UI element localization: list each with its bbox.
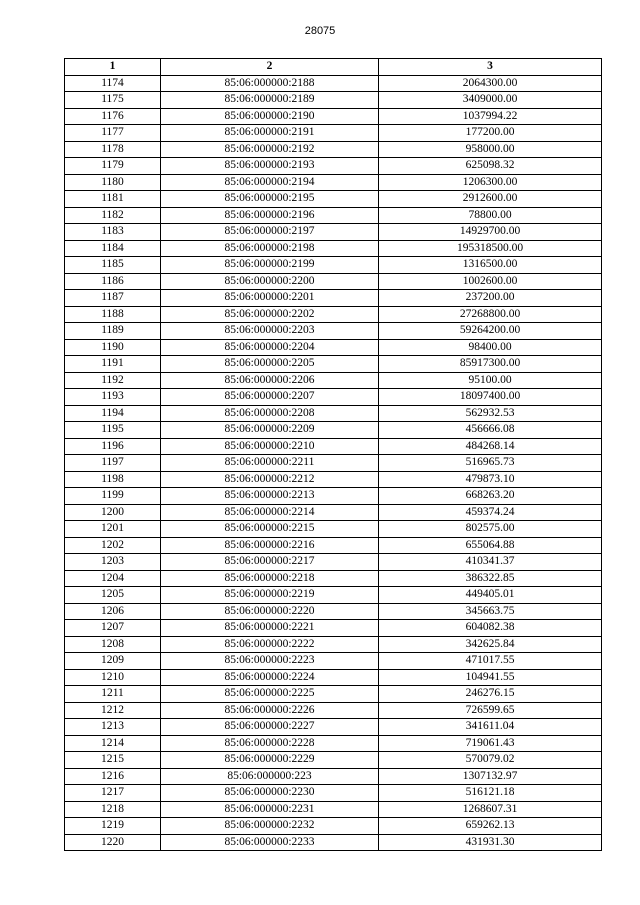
row-number-cell: 1174 (65, 75, 161, 92)
table-row (65, 422, 602, 439)
table-row (65, 158, 602, 175)
table-row (65, 488, 602, 505)
table-row (65, 801, 602, 818)
row-number-cell: 1200 (65, 504, 161, 521)
cadastral-number-cell: 85:06:000000:2205 (161, 356, 379, 373)
row-number-cell: 1182 (65, 207, 161, 224)
cadastral-number-cell: 85:06:000000:2197 (161, 224, 379, 241)
value-cell: 345663.75 (379, 603, 602, 620)
row-number-cell: 1176 (65, 108, 161, 125)
cadastral-number-cell: 85:06:000000:2217 (161, 554, 379, 571)
value-cell: 18097400.00 (379, 389, 602, 406)
table-header (65, 59, 602, 76)
cadastral-number-cell: 85:06:000000:2199 (161, 257, 379, 274)
cadastral-number-cell: 85:06:000000:2196 (161, 207, 379, 224)
row-number-cell: 1194 (65, 405, 161, 422)
row-number-cell: 1188 (65, 306, 161, 323)
value-cell: 668263.20 (379, 488, 602, 505)
cadastral-number-cell: 85:06:000000:2224 (161, 669, 379, 686)
value-cell: 78800.00 (379, 207, 602, 224)
cadastral-number-cell: 85:06:000000:2233 (161, 834, 379, 851)
value-cell: 195318500.00 (379, 240, 602, 257)
table-row (65, 191, 602, 208)
table-row (65, 290, 602, 307)
row-number-cell: 1218 (65, 801, 161, 818)
table-header-row (65, 59, 602, 76)
table-row (65, 603, 602, 620)
cadastral-number-cell: 85:06:000000:2220 (161, 603, 379, 620)
row-number-cell: 1202 (65, 537, 161, 554)
cadastral-number-cell: 85:06:000000:2212 (161, 471, 379, 488)
cadastral-number-cell: 85:06:000000:2230 (161, 785, 379, 802)
cadastral-number-cell: 85:06:000000:2189 (161, 92, 379, 109)
value-cell: 237200.00 (379, 290, 602, 307)
row-number-cell: 1198 (65, 471, 161, 488)
cadastral-number-cell: 85:06:000000:2202 (161, 306, 379, 323)
table-row (65, 521, 602, 538)
row-number-cell: 1213 (65, 719, 161, 736)
value-cell: 2912600.00 (379, 191, 602, 208)
table-row (65, 141, 602, 158)
value-cell: 471017.55 (379, 653, 602, 670)
cadastral-number-cell: 85:06:000000:2195 (161, 191, 379, 208)
value-cell: 802575.00 (379, 521, 602, 538)
row-number-cell: 1212 (65, 702, 161, 719)
cadastral-number-cell: 85:06:000000:2211 (161, 455, 379, 472)
cadastral-number-cell: 85:06:000000:2203 (161, 323, 379, 340)
value-cell: 958000.00 (379, 141, 602, 158)
table-row (65, 669, 602, 686)
cadastral-number-cell: 85:06:000000:2229 (161, 752, 379, 769)
row-number-cell: 1201 (65, 521, 161, 538)
cadastral-number-cell: 85:06:000000:2223 (161, 653, 379, 670)
table-row (65, 471, 602, 488)
column-header-2: 2 (161, 59, 379, 76)
row-number-cell: 1219 (65, 818, 161, 835)
value-cell: 342625.84 (379, 636, 602, 653)
row-number-cell: 1197 (65, 455, 161, 472)
row-number-cell: 1181 (65, 191, 161, 208)
table-row (65, 125, 602, 142)
cadastral-number-cell: 85:06:000000:2200 (161, 273, 379, 290)
value-cell: 104941.55 (379, 669, 602, 686)
row-number-cell: 1175 (65, 92, 161, 109)
table-row (65, 719, 602, 736)
row-number-cell: 1183 (65, 224, 161, 241)
table-row (65, 818, 602, 835)
cadastral-number-cell: 85:06:000000:2226 (161, 702, 379, 719)
table-row (65, 653, 602, 670)
cadastral-number-cell: 85:06:000000:2191 (161, 125, 379, 142)
cadastral-number-cell: 85:06:000000:2192 (161, 141, 379, 158)
cadastral-number-cell: 85:06:000000:2227 (161, 719, 379, 736)
cadastral-number-cell: 85:06:000000:2194 (161, 174, 379, 191)
row-number-cell: 1179 (65, 158, 161, 175)
cadastral-number-cell: 85:06:000000:2193 (161, 158, 379, 175)
cadastral-number-cell: 85:06:000000:2209 (161, 422, 379, 439)
column-header-1: 1 (65, 59, 161, 76)
row-number-cell: 1190 (65, 339, 161, 356)
row-number-cell: 1217 (65, 785, 161, 802)
cadastral-number-cell: 85:06:000000:2204 (161, 339, 379, 356)
value-cell: 410341.37 (379, 554, 602, 571)
value-cell: 516965.73 (379, 455, 602, 472)
cadastral-number-cell: 85:06:000000:2206 (161, 372, 379, 389)
value-cell: 456666.08 (379, 422, 602, 439)
cadastral-number-cell: 85:06:000000:2190 (161, 108, 379, 125)
value-cell: 341611.04 (379, 719, 602, 736)
cadastral-number-cell: 85:06:000000:2208 (161, 405, 379, 422)
table-row (65, 752, 602, 769)
value-cell: 1206300.00 (379, 174, 602, 191)
value-cell: 2064300.00 (379, 75, 602, 92)
row-number-cell: 1209 (65, 653, 161, 670)
cadastral-number-cell: 85:06:000000:2228 (161, 735, 379, 752)
row-number-cell: 1220 (65, 834, 161, 851)
value-cell: 719061.43 (379, 735, 602, 752)
row-number-cell: 1205 (65, 587, 161, 604)
table-row (65, 438, 602, 455)
table-row (65, 587, 602, 604)
cadastral-number-cell: 85:06:000000:223 (161, 768, 379, 785)
cadastral-number-cell: 85:06:000000:2225 (161, 686, 379, 703)
table-row (65, 323, 602, 340)
table-row (65, 686, 602, 703)
cadastral-number-cell: 85:06:000000:2219 (161, 587, 379, 604)
value-cell: 85917300.00 (379, 356, 602, 373)
table-row (65, 785, 602, 802)
value-cell: 484268.14 (379, 438, 602, 455)
cadastral-number-cell: 85:06:000000:2232 (161, 818, 379, 835)
cadastral-number-cell: 85:06:000000:2213 (161, 488, 379, 505)
value-cell: 726599.65 (379, 702, 602, 719)
table-row (65, 620, 602, 637)
table-row (65, 273, 602, 290)
row-number-cell: 1189 (65, 323, 161, 340)
value-cell: 655064.88 (379, 537, 602, 554)
row-number-cell: 1192 (65, 372, 161, 389)
value-cell: 1268607.31 (379, 801, 602, 818)
cadastral-number-cell: 85:06:000000:2221 (161, 620, 379, 637)
row-number-cell: 1204 (65, 570, 161, 587)
table-row (65, 240, 602, 257)
data-table (64, 58, 602, 851)
value-cell: 14929700.00 (379, 224, 602, 241)
row-number-cell: 1207 (65, 620, 161, 637)
value-cell: 459374.24 (379, 504, 602, 521)
value-cell: 516121.18 (379, 785, 602, 802)
row-number-cell: 1206 (65, 603, 161, 620)
row-number-cell: 1177 (65, 125, 161, 142)
value-cell: 479873.10 (379, 471, 602, 488)
cadastral-number-cell: 85:06:000000:2218 (161, 570, 379, 587)
value-cell: 449405.01 (379, 587, 602, 604)
column-header-3: 3 (379, 59, 602, 76)
table-row (65, 554, 602, 571)
cadastral-number-cell: 85:06:000000:2216 (161, 537, 379, 554)
table-row (65, 834, 602, 851)
row-number-cell: 1178 (65, 141, 161, 158)
cadastral-number-cell: 85:06:000000:2222 (161, 636, 379, 653)
value-cell: 1002600.00 (379, 273, 602, 290)
value-cell: 1316500.00 (379, 257, 602, 274)
table-row (65, 570, 602, 587)
value-cell: 3409000.00 (379, 92, 602, 109)
cadastral-number-cell: 85:06:000000:2214 (161, 504, 379, 521)
row-number-cell: 1180 (65, 174, 161, 191)
cadastral-number-cell: 85:06:000000:2231 (161, 801, 379, 818)
row-number-cell: 1195 (65, 422, 161, 439)
row-number-cell: 1196 (65, 438, 161, 455)
table-row (65, 389, 602, 406)
cadastral-number-cell: 85:06:000000:2207 (161, 389, 379, 406)
cadastral-number-cell: 85:06:000000:2210 (161, 438, 379, 455)
row-number-cell: 1216 (65, 768, 161, 785)
row-number-cell: 1214 (65, 735, 161, 752)
table-row (65, 339, 602, 356)
table-row (65, 405, 602, 422)
table-row (65, 504, 602, 521)
value-cell: 95100.00 (379, 372, 602, 389)
row-number-cell: 1187 (65, 290, 161, 307)
table-row (65, 174, 602, 191)
cadastral-number-cell: 85:06:000000:2188 (161, 75, 379, 92)
row-number-cell: 1186 (65, 273, 161, 290)
value-cell: 386322.85 (379, 570, 602, 587)
value-cell: 659262.13 (379, 818, 602, 835)
cadastral-number-cell: 85:06:000000:2198 (161, 240, 379, 257)
value-cell: 604082.38 (379, 620, 602, 637)
table-row (65, 207, 602, 224)
table-row (65, 537, 602, 554)
row-number-cell: 1210 (65, 669, 161, 686)
row-number-cell: 1203 (65, 554, 161, 571)
row-number-cell: 1184 (65, 240, 161, 257)
table-row (65, 735, 602, 752)
table-row (65, 356, 602, 373)
page-number: 28075 (304, 25, 336, 37)
value-cell: 431931.30 (379, 834, 602, 851)
row-number-cell: 1215 (65, 752, 161, 769)
value-cell: 1037994.22 (379, 108, 602, 125)
table-body (65, 75, 602, 851)
table-row (65, 306, 602, 323)
cadastral-number-cell: 85:06:000000:2215 (161, 521, 379, 538)
table-row (65, 636, 602, 653)
row-number-cell: 1211 (65, 686, 161, 703)
row-number-cell: 1208 (65, 636, 161, 653)
table-row (65, 224, 602, 241)
value-cell: 27268800.00 (379, 306, 602, 323)
table-row (65, 455, 602, 472)
row-number-cell: 1185 (65, 257, 161, 274)
table-row (65, 768, 602, 785)
value-cell: 570079.02 (379, 752, 602, 769)
table-row (65, 75, 602, 92)
value-cell: 98400.00 (379, 339, 602, 356)
value-cell: 562932.53 (379, 405, 602, 422)
value-cell: 246276.15 (379, 686, 602, 703)
table-row (65, 257, 602, 274)
value-cell: 177200.00 (379, 125, 602, 142)
value-cell: 59264200.00 (379, 323, 602, 340)
table-row (65, 702, 602, 719)
cadastral-number-cell: 85:06:000000:2201 (161, 290, 379, 307)
row-number-cell: 1199 (65, 488, 161, 505)
table-row (65, 92, 602, 109)
value-cell: 1307132.97 (379, 768, 602, 785)
row-number-cell: 1191 (65, 356, 161, 373)
row-number-cell: 1193 (65, 389, 161, 406)
table-row (65, 372, 602, 389)
table-row (65, 108, 602, 125)
value-cell: 625098.32 (379, 158, 602, 175)
